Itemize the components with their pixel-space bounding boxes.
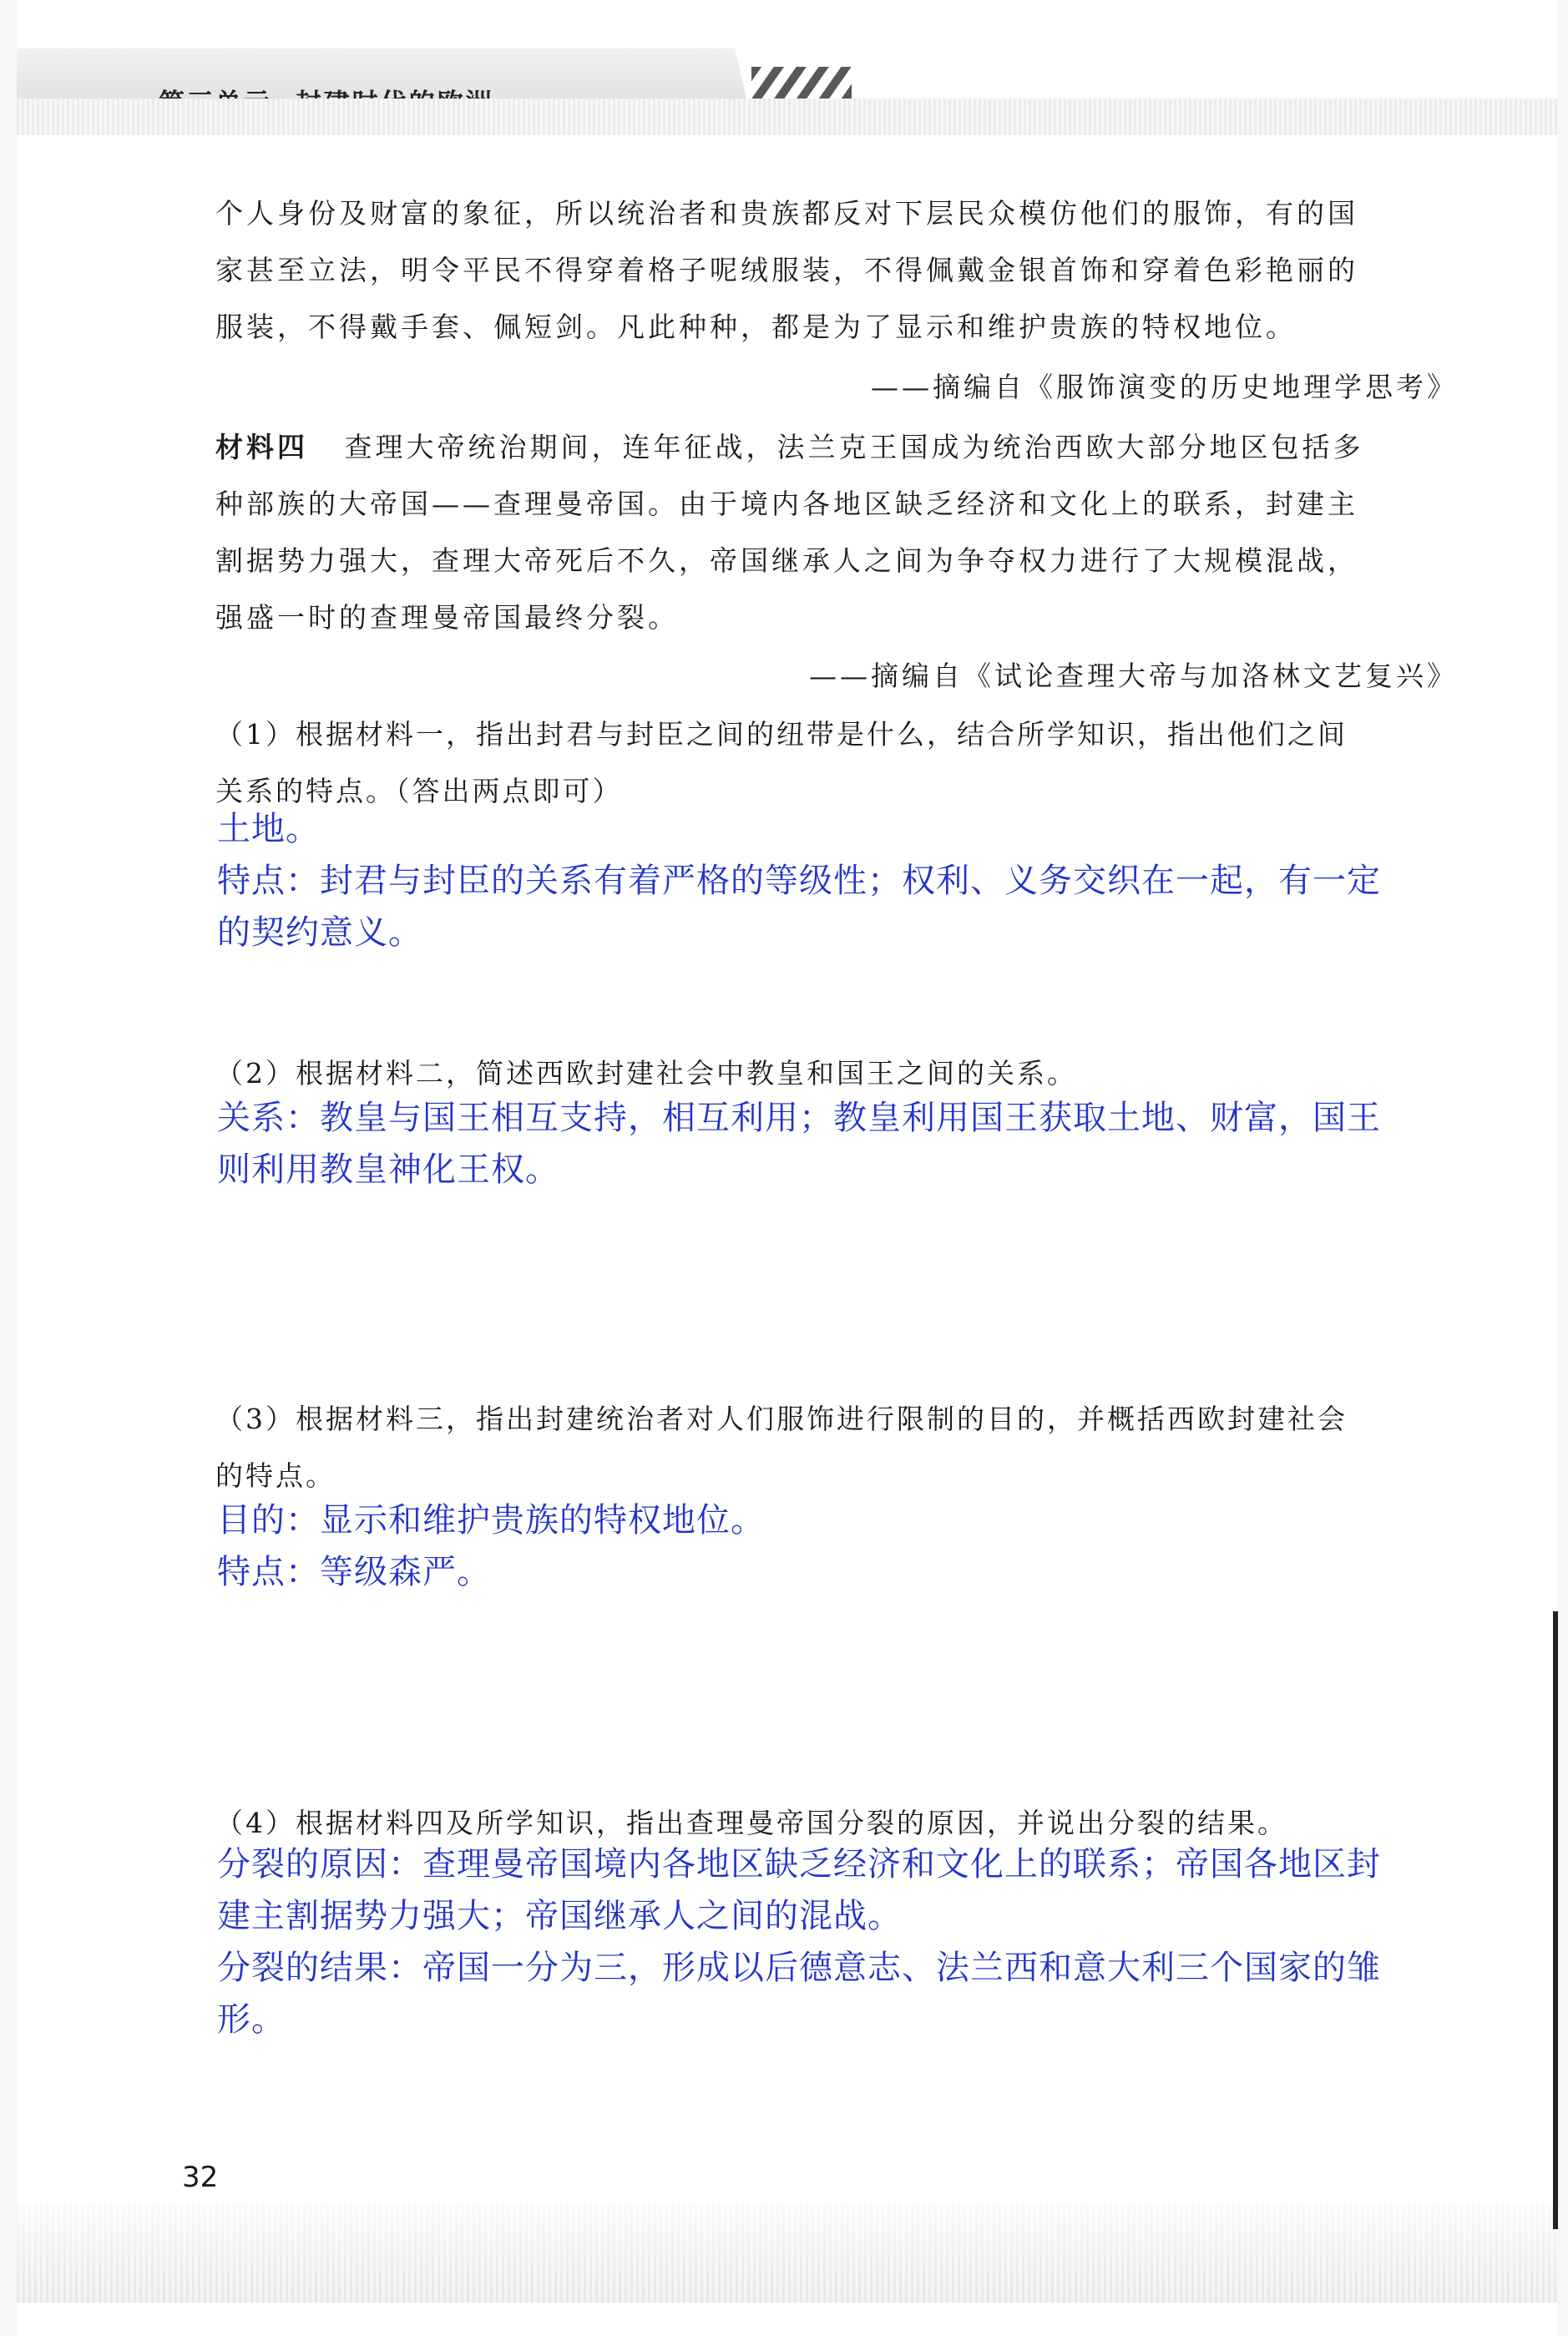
answer-line: 特点：封君与封臣的关系有着严格的等级性；权利、义务交织在一起，有一定 [217, 862, 1381, 900]
answer-1 [217, 803, 1486, 958]
page-number: 32 [182, 2161, 219, 2194]
question-line: （4）根据材料四及所学知识，指出查理曼帝国分裂的原因，并说出分裂的结果。 [215, 1807, 1287, 1839]
answer-3 [217, 1494, 1486, 1598]
material3-source: ——摘编自《服饰演变的历史地理学思考》 [871, 371, 1458, 403]
answer-4 [217, 1838, 1486, 2045]
material4-label: 材料四 [215, 431, 308, 463]
answer-line: 特点：等级森严。 [217, 1553, 491, 1591]
answer-line: 分裂的原因：查理曼帝国境内各地区缺乏经济和文化上的联系；帝国各地区封 [217, 1845, 1381, 1883]
material4-line-1: 查理大帝统治期间，连年征战，法兰克王国成为统治西欧大部分地区包括多 [344, 431, 1364, 463]
question-line: 的特点。 [215, 1459, 336, 1492]
answer-line: 形。 [217, 2000, 286, 2039]
question-line: 关系的特点。（答出两点即可） [215, 775, 623, 807]
question-line: （2）根据材料二，简述西欧封建社会中教皇和国王之间的关系。 [215, 1057, 1077, 1090]
textbook-page [17, 0, 1558, 2336]
text-line: 服装，不得戴手套、佩短剑。凡此种种，都是为了显示和维护贵族的特权地位。 [215, 311, 1297, 343]
answer-line: 建主割据势力强大；帝国继承人之间的混战。 [217, 1897, 902, 1935]
answer-line: 目的：显示和维护贵族的特权地位。 [217, 1501, 765, 1540]
text-line [215, 419, 1485, 476]
material3-text [215, 185, 1485, 356]
question-3 [215, 1391, 1485, 1504]
answer-line: 关系：教皇与国王相互支持，相互利用；教皇利用国王获取土地、财富，国王 [217, 1099, 1381, 1137]
question-line: （3）根据材料三，指出封建统治者对人们服饰进行限制的目的，并概括西欧封建社会 [215, 1403, 1348, 1435]
answer-line: 分裂的结果：帝国一分为三，形成以后德意志、法兰西和意大利三个国家的雏 [217, 1949, 1381, 1987]
text-line: 割据势力强大，查理大帝死后不久，帝国继承人之间为争夺权力进行了大规模混战， [215, 544, 1358, 577]
material4-text [215, 419, 1485, 646]
page-edge-shadow [1553, 1611, 1558, 2229]
question-line: （1）根据材料一，指出封君与封臣之间的纽带是什么，结合所学知识，指出他们之间 [215, 718, 1348, 751]
text-line: 种部族的大帝国——查理曼帝国。由于境内各地区缺乏经济和文化上的联系，封建主 [215, 488, 1358, 520]
answer-2 [217, 1092, 1486, 1196]
answer-line: 则利用教皇神化王权。 [217, 1150, 559, 1189]
header-shade [17, 99, 1558, 135]
page-header [17, 23, 1558, 107]
answer-line: 的契约意义。 [217, 913, 422, 952]
text-line: 个人身份及财富的象征，所以统治者和贵族都反对下层民众模仿他们的服饰，有的国 [215, 197, 1358, 230]
text-line: 强盛一时的查理曼帝国最终分裂。 [215, 601, 679, 634]
footer-fade [17, 2202, 1558, 2303]
material4-source: ——摘编自《试论查理大帝与加洛林文艺复兴》 [809, 660, 1458, 692]
text-line: 家甚至立法，明令平民不得穿着格子呢绒服装，不得佩戴金银首饰和穿着色彩艳丽的 [215, 254, 1358, 286]
answer-line: 土地。 [217, 810, 320, 848]
